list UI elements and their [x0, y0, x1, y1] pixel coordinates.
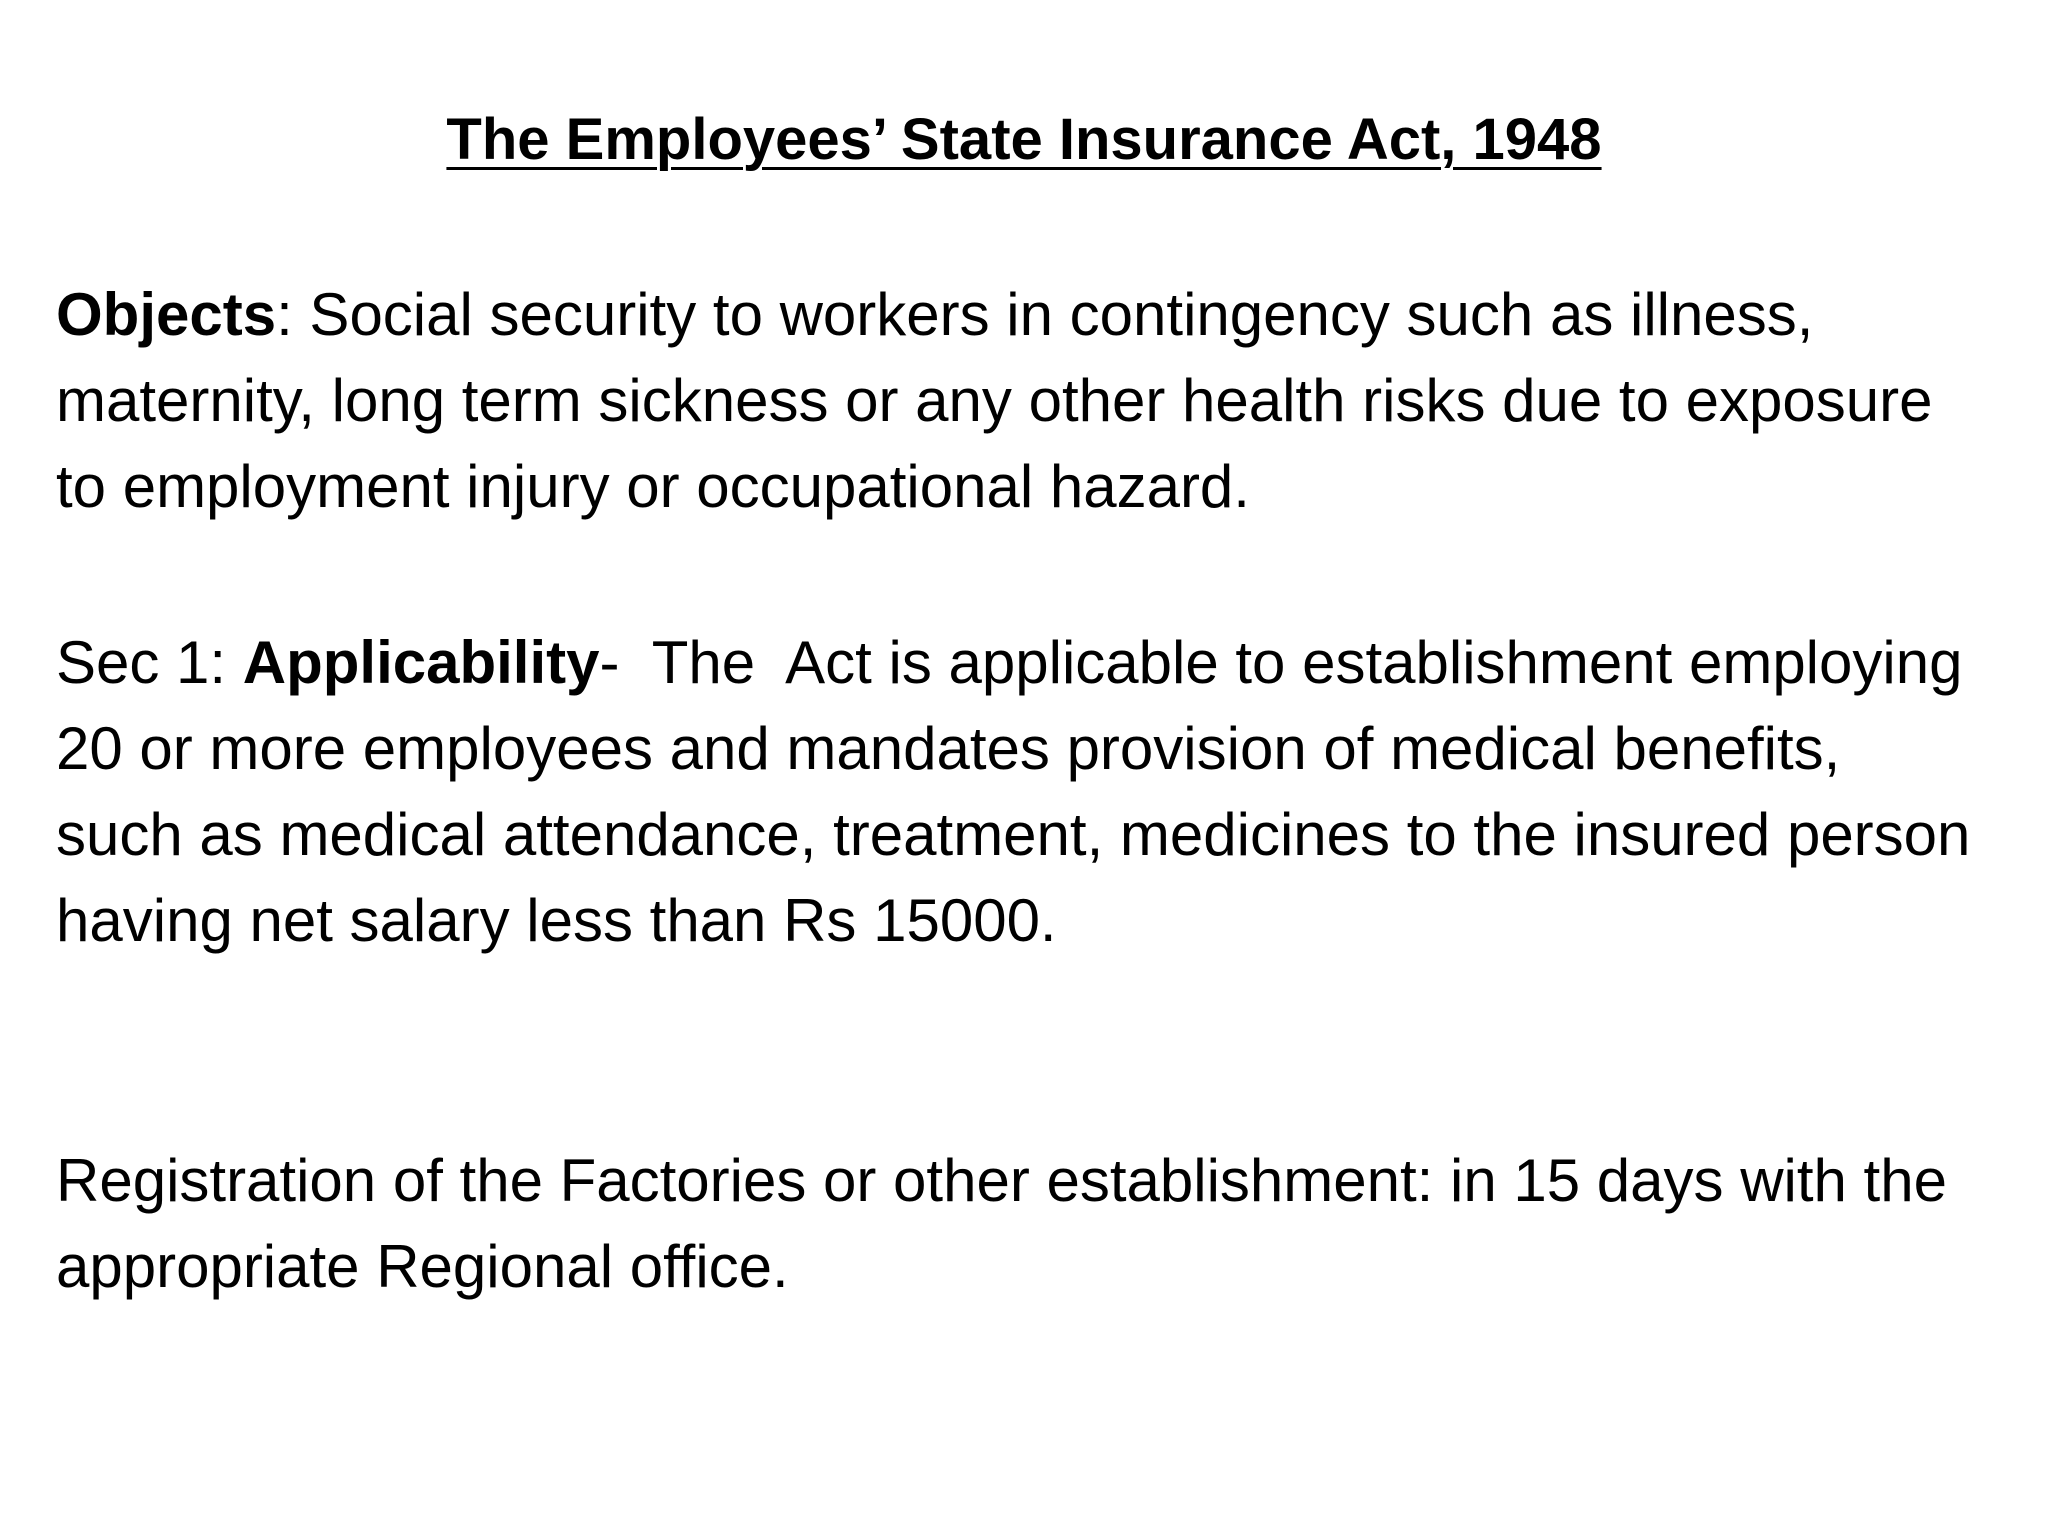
- objects-separator: :: [276, 281, 293, 348]
- applicability-prefix: Sec 1:: [56, 629, 243, 696]
- applicability-paragraph: [56, 620, 1988, 964]
- objects-text: Social security to workers in contingency such as illness, maternity, long term sickness or any other health risks due to exposure to employment injury or occupational hazard.: [56, 281, 1933, 520]
- page-title: The Employees’ State Insurance Act, 1948: [446, 107, 1602, 172]
- applicability-text: - The Act is applicable to establishment employing 20 or more employees and mandates provision of medical benefits, such as medical attendance, treatment, medicines to the insured person having net salary less than Rs 15000.: [56, 629, 1988, 954]
- registration-text: Registration of the Factories or other establishment: in 15 days with the appropriate Regional office.: [56, 1147, 1947, 1300]
- applicability-label: Applicability: [242, 629, 600, 696]
- objects-label: Objects: [56, 281, 277, 348]
- objects-paragraph: [56, 272, 1976, 530]
- registration-paragraph: [56, 1138, 1976, 1310]
